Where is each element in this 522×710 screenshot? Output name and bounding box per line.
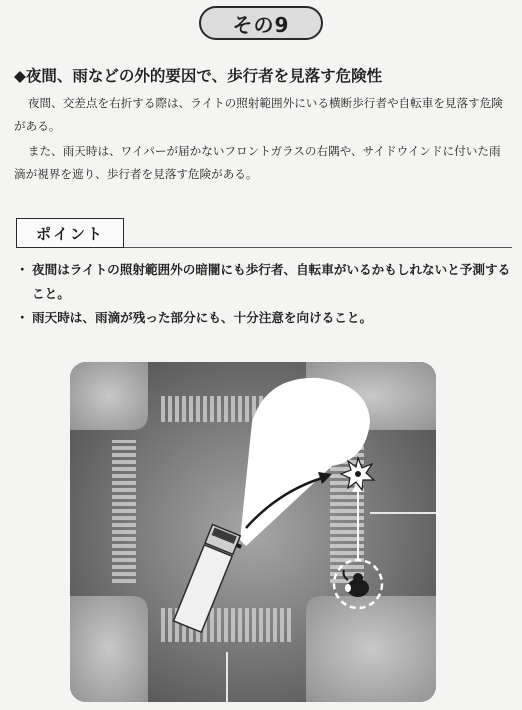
paragraph-night: 夜間、交差点を右折する際は、ライトの照射範囲外にいる横断歩行者や自転車を見落す危険がある。: [14, 96, 503, 133]
intersection-svg: [70, 362, 436, 702]
point-divider: [124, 247, 512, 248]
corner-bottom-left: [70, 596, 148, 702]
point-label: ポイント: [35, 224, 104, 243]
section-heading: ◆夜間、雨などの外的要因で、歩行者を見落す危険性: [14, 67, 383, 85]
point-item-night: ・ 夜間はライトの照射範囲外の暗闇にも歩行者、自転車がいるかもしれないと予測すること。: [16, 258, 512, 306]
section-badge: [199, 6, 323, 40]
point-item-rain: ・ 雨天時は、雨滴が残った部分にも、十分注意を向けること。: [16, 306, 512, 330]
section-badge-label: その9: [232, 12, 290, 37]
point-list: [16, 258, 512, 330]
paragraph-rain: また、雨天時は、ワイパーが届かないフロントガラスの右隅や、サイドウインドに付いた雨滴が視界を遮り、歩行者を見落す危険がある。: [14, 144, 501, 181]
intersection-diagram: [70, 362, 436, 702]
corner-top-left: [70, 362, 148, 430]
point-label-box: [16, 218, 124, 248]
crosswalk-left: [112, 440, 136, 586]
corner-bottom-right: [306, 596, 436, 702]
